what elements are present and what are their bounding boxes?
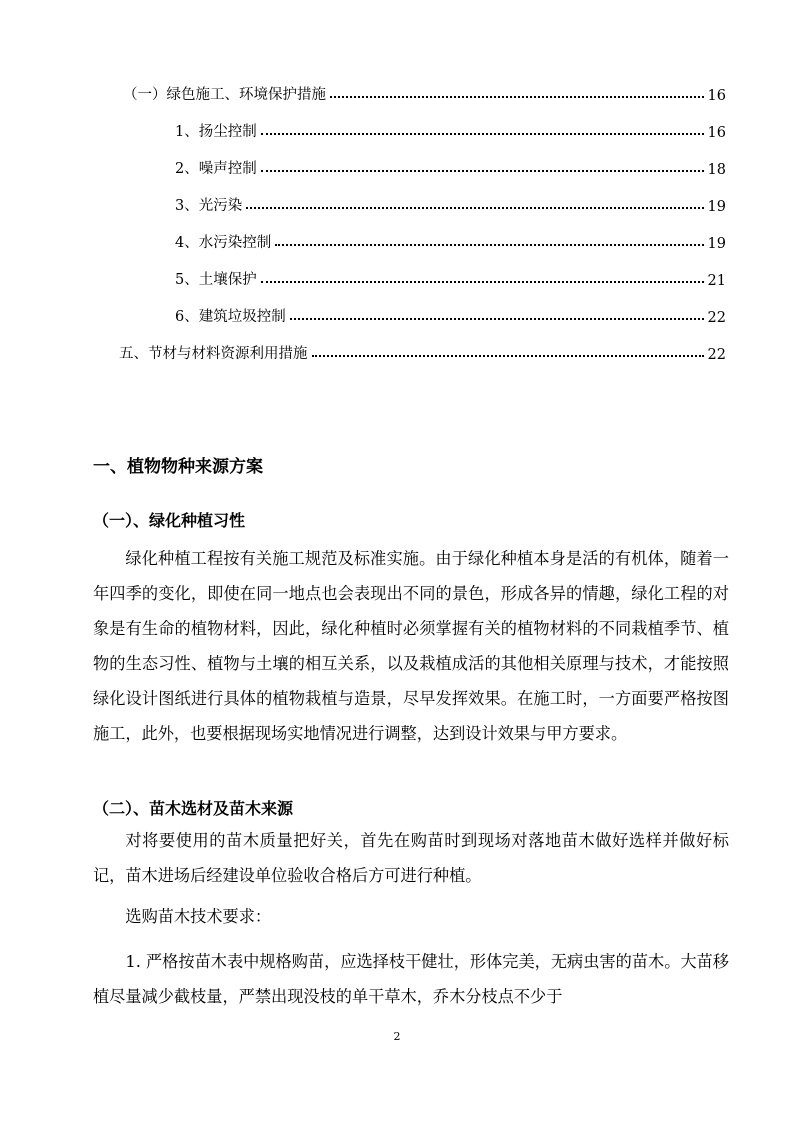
toc-entry[interactable] — [119, 337, 726, 363]
page-number: 2 — [393, 1030, 401, 1043]
toc-dot-leader — [246, 207, 703, 209]
toc-entry[interactable] — [175, 263, 726, 289]
toc-page-number: 22 — [707, 347, 726, 363]
toc-entry-label: 1、扬尘控制 — [175, 124, 257, 140]
toc-entry[interactable] — [175, 189, 726, 215]
section-heading: 一、植物物种来源方案 — [93, 457, 263, 477]
body-paragraph: 对将要使用的苗木质量把好关，首先在购苗时到现场对落地苗木做好选样并做好标记，苗木进场后经建设单位验收合格后方可进行种植。 — [93, 831, 729, 885]
toc-entry-label: 5、土壤保护 — [175, 272, 257, 288]
toc-dot-leader — [261, 170, 704, 172]
toc-entry-label: 3、光污染 — [175, 198, 243, 214]
toc-dot-leader — [312, 355, 704, 357]
toc-dot-leader — [261, 281, 704, 283]
toc-page-number: 21 — [707, 273, 726, 289]
toc-dot-leader — [261, 133, 704, 135]
toc-page-number: 19 — [707, 236, 726, 252]
subsection-heading: （二）、苗木选材及苗木来源 — [93, 799, 294, 818]
body-paragraph: 选购苗木技术要求： — [125, 907, 272, 926]
toc-entry-label: 五、节材与材料资源利用措施 — [119, 346, 308, 362]
toc-entry[interactable] — [175, 152, 726, 178]
toc-page-number: 22 — [707, 310, 726, 326]
toc-entry[interactable] — [175, 300, 726, 326]
toc-page-number: 16 — [707, 88, 726, 104]
toc-entry[interactable] — [175, 226, 726, 252]
toc-page-number: 16 — [707, 125, 726, 141]
toc-entry-label: 6、建筑垃圾控制 — [175, 309, 286, 325]
body-paragraph: 1. 严格按苗木表中规格购苗，应选择枝干健壮，形体完美，无病虫害的苗木。大苗移植尽量减少截枝量，严禁出现没枝的单干草木，乔木分枝点不少于 — [93, 952, 729, 1006]
subsection-heading: （一）、绿化种植习性 — [93, 511, 246, 530]
toc-entry[interactable] — [175, 115, 726, 141]
toc-entry-label: 4、水污染控制 — [175, 235, 272, 251]
body-paragraph: 绿化种植工程按有关施工规范及标准实施。由于绿化种植本身是活的有机体，随着一年四季的变化，即使在同一地点也会表现出不同的景色，形成各异的情趣，绿化工程的对象是有生命的植物材料，因此，绿化种植时必须掌握有关的植物材料的不同栽植季节、植物的生态习性、植物与土壤的相互关系，以及栽植成活的其他相关原理与技术，才能按照绿化设计图纸进行具体的植物栽植与造景，尽早发挥效果。在施工时，一方面要严格按图施工，此外，也要根据现场实地情况进行调整，达到设计效果与甲方要求。 — [93, 549, 729, 743]
toc-entry-label: （一）绿色施工、环境保护措施 — [123, 87, 326, 103]
toc-dot-leader — [290, 318, 704, 320]
toc-entry-label: 2、噪声控制 — [175, 161, 257, 177]
toc-page-number: 18 — [707, 162, 726, 178]
toc-dot-leader — [275, 244, 703, 246]
toc-dot-leader — [330, 96, 704, 98]
toc-page-number: 19 — [707, 199, 726, 215]
toc-entry[interactable] — [123, 78, 726, 104]
